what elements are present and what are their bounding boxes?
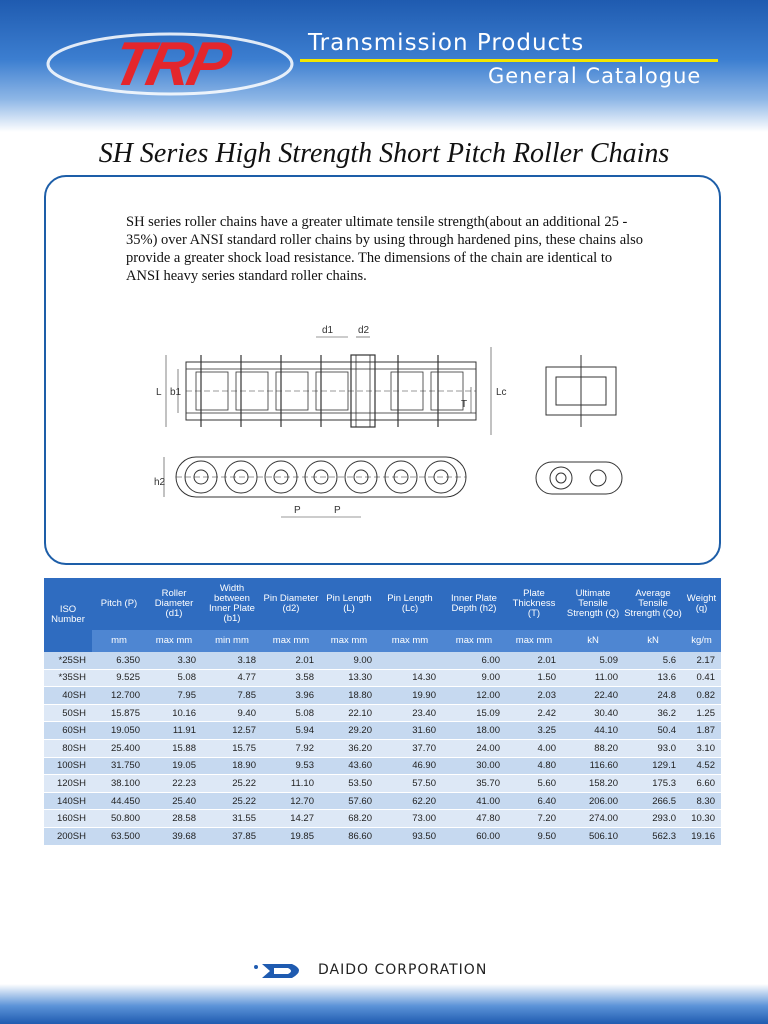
table-cell: 200SH <box>44 827 92 845</box>
table-cell: 18.80 <box>320 687 378 705</box>
table-cell: 44.10 <box>562 722 624 740</box>
table-row <box>44 775 721 793</box>
table-cell: 19.85 <box>262 827 320 845</box>
th-average-strength: Average Tensile Strength (Qo) <box>624 578 682 630</box>
table-row <box>44 669 721 687</box>
company-name: DAIDO CORPORATION <box>318 962 488 978</box>
header-title: Transmission Products <box>308 30 585 56</box>
table-cell: 24.00 <box>442 739 506 757</box>
table-cell: 60SH <box>44 722 92 740</box>
label-P1: P <box>294 505 301 516</box>
table-cell: 24.8 <box>624 687 682 705</box>
table-cell: 50SH <box>44 704 92 722</box>
table-cell: 57.60 <box>320 792 378 810</box>
table-cell: 5.60 <box>506 775 562 793</box>
table-row <box>44 722 721 740</box>
table-cell: 15.09 <box>442 704 506 722</box>
table-cell: 6.00 <box>442 652 506 669</box>
daido-emblem-icon <box>248 960 308 980</box>
th-pin-diameter: Pin Diameter (d2) <box>262 578 320 630</box>
table-cell: 206.00 <box>562 792 624 810</box>
table-cell: 25.22 <box>202 775 262 793</box>
table-cell: 13.30 <box>320 669 378 687</box>
table-cell: 29.20 <box>320 722 378 740</box>
table-cell: 43.60 <box>320 757 378 775</box>
th-plate-thickness: Plate Thickness (T) <box>506 578 562 630</box>
table-cell: 40SH <box>44 687 92 705</box>
table-cell: 6.40 <box>506 792 562 810</box>
table-cell: 31.60 <box>378 722 442 740</box>
table-cell: 3.10 <box>682 739 721 757</box>
table-cell: 266.5 <box>624 792 682 810</box>
unit-width-inner-plate: min mm <box>202 630 262 652</box>
table-cell: 25.400 <box>92 739 146 757</box>
table-cell: 15.75 <box>202 739 262 757</box>
th-pin-length-lc: Pin Length (Lc) <box>378 578 442 630</box>
table-cell: 7.20 <box>506 810 562 828</box>
th-ultimate-strength: Ultimate Tensile Strength (Q) <box>562 578 624 630</box>
table-cell: 88.20 <box>562 739 624 757</box>
unit-pin-diameter: max mm <box>262 630 320 652</box>
table-row <box>44 757 721 775</box>
table-cell: 19.90 <box>378 687 442 705</box>
table-cell: 7.85 <box>202 687 262 705</box>
table-cell: 9.40 <box>202 704 262 722</box>
table-cell: 6.350 <box>92 652 146 669</box>
table-cell: 116.60 <box>562 757 624 775</box>
th-iso: ISO Number <box>44 578 92 652</box>
th-pin-length-l: Pin Length (L) <box>320 578 378 630</box>
daido-logo <box>248 960 487 980</box>
unit-average-strength: kN <box>624 630 682 652</box>
chain-side-view <box>164 457 466 517</box>
table-cell: 129.1 <box>624 757 682 775</box>
table-cell: 2.17 <box>682 652 721 669</box>
table-cell: 62.20 <box>378 792 442 810</box>
spec-table <box>44 578 721 846</box>
table-cell: *25SH <box>44 652 92 669</box>
table-cell: 18.00 <box>442 722 506 740</box>
table-cell: 37.85 <box>202 827 262 845</box>
table-cell: 22.40 <box>562 687 624 705</box>
table-cell: 93.50 <box>378 827 442 845</box>
table-cell: 36.20 <box>320 739 378 757</box>
spec-table-body <box>44 652 721 845</box>
table-cell: 5.08 <box>146 669 202 687</box>
table-cell: 22.10 <box>320 704 378 722</box>
table-cell: 7.95 <box>146 687 202 705</box>
info-panel <box>44 175 721 565</box>
table-cell: 22.23 <box>146 775 202 793</box>
table-cell: 120SH <box>44 775 92 793</box>
table-cell: 175.3 <box>624 775 682 793</box>
table-cell: 63.500 <box>92 827 146 845</box>
table-cell: 46.90 <box>378 757 442 775</box>
th-inner-plate-depth: Inner Plate Depth (h2) <box>442 578 506 630</box>
table-cell: 15.88 <box>146 739 202 757</box>
table-row <box>44 810 721 828</box>
unit-weight: kg/m <box>682 630 721 652</box>
table-cell: 19.05 <box>146 757 202 775</box>
table-cell: 9.00 <box>442 669 506 687</box>
table-cell: 9.53 <box>262 757 320 775</box>
table-cell: 11.00 <box>562 669 624 687</box>
table-cell: 73.00 <box>378 810 442 828</box>
table-cell: 506.10 <box>562 827 624 845</box>
table-cell: 9.50 <box>506 827 562 845</box>
table-cell: 36.2 <box>624 704 682 722</box>
unit-roller-diameter: max mm <box>146 630 202 652</box>
header-divider <box>300 59 718 62</box>
table-cell: 12.700 <box>92 687 146 705</box>
label-b1: b1 <box>170 387 182 398</box>
page-title: SH Series High Strength Short Pitch Roller Chains <box>98 138 670 169</box>
unit-inner-plate-depth: max mm <box>442 630 506 652</box>
table-row <box>44 704 721 722</box>
table-cell: 9.00 <box>320 652 378 669</box>
table-cell: 5.08 <box>262 704 320 722</box>
chain-end-view <box>536 355 622 494</box>
table-cell: 158.20 <box>562 775 624 793</box>
table-cell: 41.00 <box>442 792 506 810</box>
table-cell: 8.30 <box>682 792 721 810</box>
chain-top-view <box>166 337 491 435</box>
table-cell: 53.50 <box>320 775 378 793</box>
table-cell: 2.03 <box>506 687 562 705</box>
table-cell: 2.01 <box>262 652 320 669</box>
table-row <box>44 739 721 757</box>
table-cell: *35SH <box>44 669 92 687</box>
table-cell: 100SH <box>44 757 92 775</box>
table-cell: 31.750 <box>92 757 146 775</box>
table-cell: 10.16 <box>146 704 202 722</box>
table-cell: 30.40 <box>562 704 624 722</box>
table-cell: 6.60 <box>682 775 721 793</box>
label-P2: P <box>334 505 341 516</box>
table-cell: 3.30 <box>146 652 202 669</box>
table-cell: 12.57 <box>202 722 262 740</box>
table-cell: 50.800 <box>92 810 146 828</box>
table-cell: 160SH <box>44 810 92 828</box>
logo-text: TRP <box>106 29 234 99</box>
table-cell: 31.55 <box>202 810 262 828</box>
table-cell: 86.60 <box>320 827 378 845</box>
table-cell: 80SH <box>44 739 92 757</box>
intro-text: SH series roller chains have a greater ultimate tensile strength(about an additional 25 - 35%) over ANSI standard roller chains by using through hardened pins, these chains also provide a greater shock load resistance. The dimensions of the chain are identical to ANSI heavy series standard roller chains. <box>126 214 644 284</box>
table-row <box>44 827 721 845</box>
table-row <box>44 652 721 669</box>
table-cell: 140SH <box>44 792 92 810</box>
table-cell: 18.90 <box>202 757 262 775</box>
table-cell: 3.25 <box>506 722 562 740</box>
unit-pin-length-lc: max mm <box>378 630 442 652</box>
table-cell: 11.10 <box>262 775 320 793</box>
table-cell: 1.87 <box>682 722 721 740</box>
table-cell: 38.100 <box>92 775 146 793</box>
table-cell: 28.58 <box>146 810 202 828</box>
table-row <box>44 792 721 810</box>
table-cell: 2.42 <box>506 704 562 722</box>
table-cell <box>378 652 442 669</box>
table-cell: 12.00 <box>442 687 506 705</box>
table-cell: 562.3 <box>624 827 682 845</box>
table-cell: 2.01 <box>506 652 562 669</box>
table-cell: 44.450 <box>92 792 146 810</box>
th-roller-diameter: Roller Diameter (d1) <box>146 578 202 630</box>
table-cell: 19.16 <box>682 827 721 845</box>
table-cell: 30.00 <box>442 757 506 775</box>
table-cell: 1.50 <box>506 669 562 687</box>
table-cell: 19.050 <box>92 722 146 740</box>
header-subtitle: General Catalogue <box>488 64 702 88</box>
table-cell: 5.94 <box>262 722 320 740</box>
table-cell: 93.0 <box>624 739 682 757</box>
table-cell: 9.525 <box>92 669 146 687</box>
table-cell: 50.4 <box>624 722 682 740</box>
table-cell: 23.40 <box>378 704 442 722</box>
table-cell: 37.70 <box>378 739 442 757</box>
th-width-inner-plate: Width between Inner Plate (b1) <box>202 578 262 630</box>
table-cell: 4.00 <box>506 739 562 757</box>
table-cell: 0.41 <box>682 669 721 687</box>
table-header-row <box>44 578 721 630</box>
table-cell: 5.6 <box>624 652 682 669</box>
table-cell: 13.6 <box>624 669 682 687</box>
table-cell: 0.82 <box>682 687 721 705</box>
table-cell: 3.96 <box>262 687 320 705</box>
table-cell: 60.00 <box>442 827 506 845</box>
unit-plate-thickness: max mm <box>506 630 562 652</box>
table-cell: 25.22 <box>202 792 262 810</box>
label-h2: h2 <box>154 477 166 488</box>
table-cell: 4.80 <box>506 757 562 775</box>
trp-logo <box>40 24 300 109</box>
table-cell: 14.27 <box>262 810 320 828</box>
table-cell: 293.0 <box>624 810 682 828</box>
table-cell: 1.25 <box>682 704 721 722</box>
table-cell: 7.92 <box>262 739 320 757</box>
table-cell: 4.77 <box>202 669 262 687</box>
table-cell: 35.70 <box>442 775 506 793</box>
label-d1: d1 <box>322 325 334 336</box>
table-cell: 4.52 <box>682 757 721 775</box>
table-cell: 39.68 <box>146 827 202 845</box>
table-cell: 10.30 <box>682 810 721 828</box>
table-cell: 11.91 <box>146 722 202 740</box>
unit-pin-length-l: max mm <box>320 630 378 652</box>
chain-diagram <box>136 317 636 547</box>
table-unit-row <box>44 630 721 652</box>
th-weight: Weight (q) <box>682 578 721 630</box>
unit-pitch: mm <box>92 630 146 652</box>
table-cell: 14.30 <box>378 669 442 687</box>
label-d2: d2 <box>358 325 370 336</box>
table-cell: 47.80 <box>442 810 506 828</box>
table-row <box>44 687 721 705</box>
table-cell: 57.50 <box>378 775 442 793</box>
table-cell: 3.18 <box>202 652 262 669</box>
table-cell: 3.58 <box>262 669 320 687</box>
table-cell: 5.09 <box>562 652 624 669</box>
th-pitch: Pitch (P) <box>92 578 146 630</box>
footer-banner <box>0 984 768 1024</box>
table-cell: 68.20 <box>320 810 378 828</box>
table-cell: 25.40 <box>146 792 202 810</box>
table-cell: 15.875 <box>92 704 146 722</box>
unit-ultimate-strength: kN <box>562 630 624 652</box>
header-banner <box>0 0 768 132</box>
label-Lc: Lc <box>496 387 507 398</box>
label-L: L <box>156 387 162 398</box>
table-cell: 274.00 <box>562 810 624 828</box>
label-T: T <box>461 399 468 410</box>
table-cell: 12.70 <box>262 792 320 810</box>
